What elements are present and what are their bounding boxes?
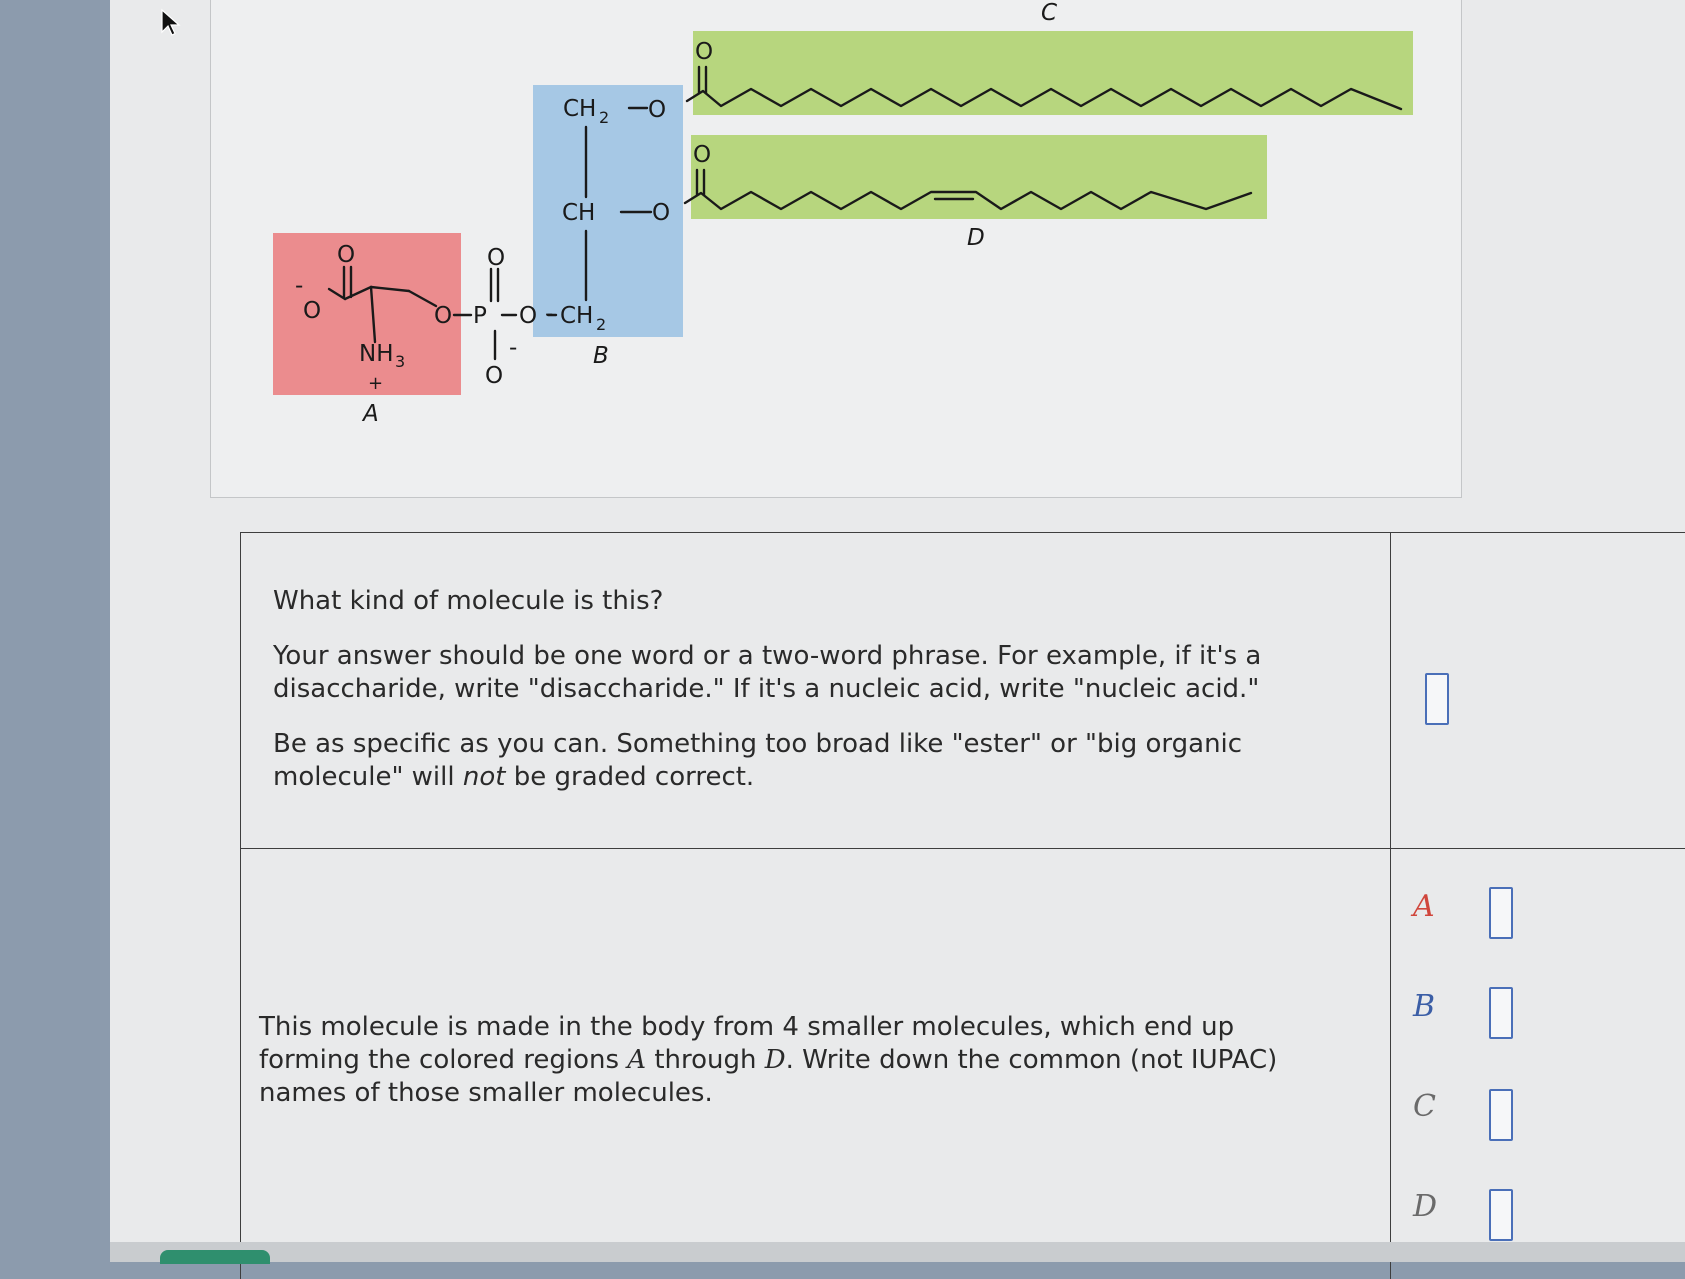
question-1-text (273, 585, 1261, 794)
specific-text-end: be graded correct. (505, 762, 755, 792)
question-2-line-2 (259, 1044, 1277, 1077)
answer-label-d: D (1413, 1189, 1438, 1224)
fatty-acid-c-carbonyl-o: O (695, 39, 714, 65)
line2-start: forming the colored regions (259, 1045, 628, 1075)
question-2-text (259, 1011, 1277, 1110)
question-row-1 (240, 532, 1685, 849)
region-d-answer-input[interactable] (1489, 1189, 1513, 1241)
phosphate-single-o: O (485, 363, 504, 389)
answer-1-cell (1390, 533, 1685, 849)
carboxylate-charge: - (295, 273, 304, 299)
question-2-cell (240, 849, 1391, 1279)
question-1-specific-1: Be as specific as you can. Something too broad like "ester" or "big organic (273, 729, 1243, 759)
answer-2-cell (1390, 849, 1685, 1279)
question-1-cell (240, 533, 1391, 849)
region-a-answer-input[interactable] (1489, 887, 1513, 939)
phosphate-double-o: O (487, 245, 506, 271)
amino-nh: NH (359, 341, 394, 367)
answer-label-a: A (1413, 889, 1435, 924)
question-1-instructions-2: disaccharide, write "disaccharide." If it's a nucleic acid, write "nucleic acid." (273, 674, 1260, 704)
question-table (240, 532, 1685, 1272)
serine-carbonyl-o: O (337, 242, 356, 268)
question-2-line-3: names of those smaller molecules. (259, 1078, 713, 1108)
region-d-label: D (967, 225, 985, 251)
phosphorus: P (473, 303, 487, 329)
amino-subscript: 3 (395, 352, 406, 371)
question-1-instructions-1: Your answer should be one word or a two-word phrase. For example, if it's a (273, 641, 1262, 671)
ester-o-serine: O (434, 303, 453, 329)
fatty-acid-d-carbonyl-o: O (693, 142, 712, 168)
region-a-label: A (363, 401, 379, 427)
glycerol-ch2-o: O (648, 97, 667, 123)
molecule-figure (210, 0, 1462, 498)
question-2-line-1: This molecule is made in the body from 4 smaller molecules, which end up (259, 1012, 1235, 1042)
line2-region-d: D (764, 1045, 786, 1075)
glycerol-ch2-bottom-main: CH (560, 303, 594, 329)
region-c-label: C (1041, 0, 1058, 26)
amino-charge: + (368, 373, 384, 394)
question-1-specific-2 (273, 761, 1261, 794)
bottom-bar (110, 1242, 1685, 1262)
answer-label-c: C (1413, 1089, 1436, 1124)
region-b-answer-input[interactable] (1489, 987, 1513, 1039)
phosphate-charge: - (509, 335, 518, 361)
region-b-label: B (593, 343, 609, 369)
line2-end: . Write down the common (not IUPAC) (785, 1045, 1278, 1075)
region-a (273, 233, 461, 395)
glycerol-ch2-top-main: CH (563, 96, 597, 122)
glycerol-ch: CH (562, 200, 596, 226)
glycerol-ch-o: O (652, 200, 671, 226)
glycerol-ch2-bottom-sub: 2 (596, 315, 607, 334)
answer-label-b: B (1413, 989, 1436, 1024)
question-row-2 (240, 848, 1685, 1279)
ester-dash: - (545, 301, 554, 327)
line2-region-a: A (627, 1045, 647, 1075)
region-c (693, 31, 1413, 115)
mouse-pointer-icon (160, 8, 184, 38)
specific-text-start: molecule" will (273, 762, 463, 792)
question-1-prompt: What kind of molecule is this? (273, 586, 664, 616)
specific-text-emphasis: not (462, 762, 506, 792)
molecule-type-answer-input[interactable] (1425, 673, 1449, 725)
region-c-answer-input[interactable] (1489, 1089, 1513, 1141)
glycerol-ch2-top-sub: 2 (599, 108, 610, 127)
serine-carboxylate-o: O (303, 298, 322, 324)
line2-mid: through (646, 1045, 765, 1075)
phospholipid-structure (211, 0, 1461, 497)
ester-o-glycerol: O (519, 303, 538, 329)
